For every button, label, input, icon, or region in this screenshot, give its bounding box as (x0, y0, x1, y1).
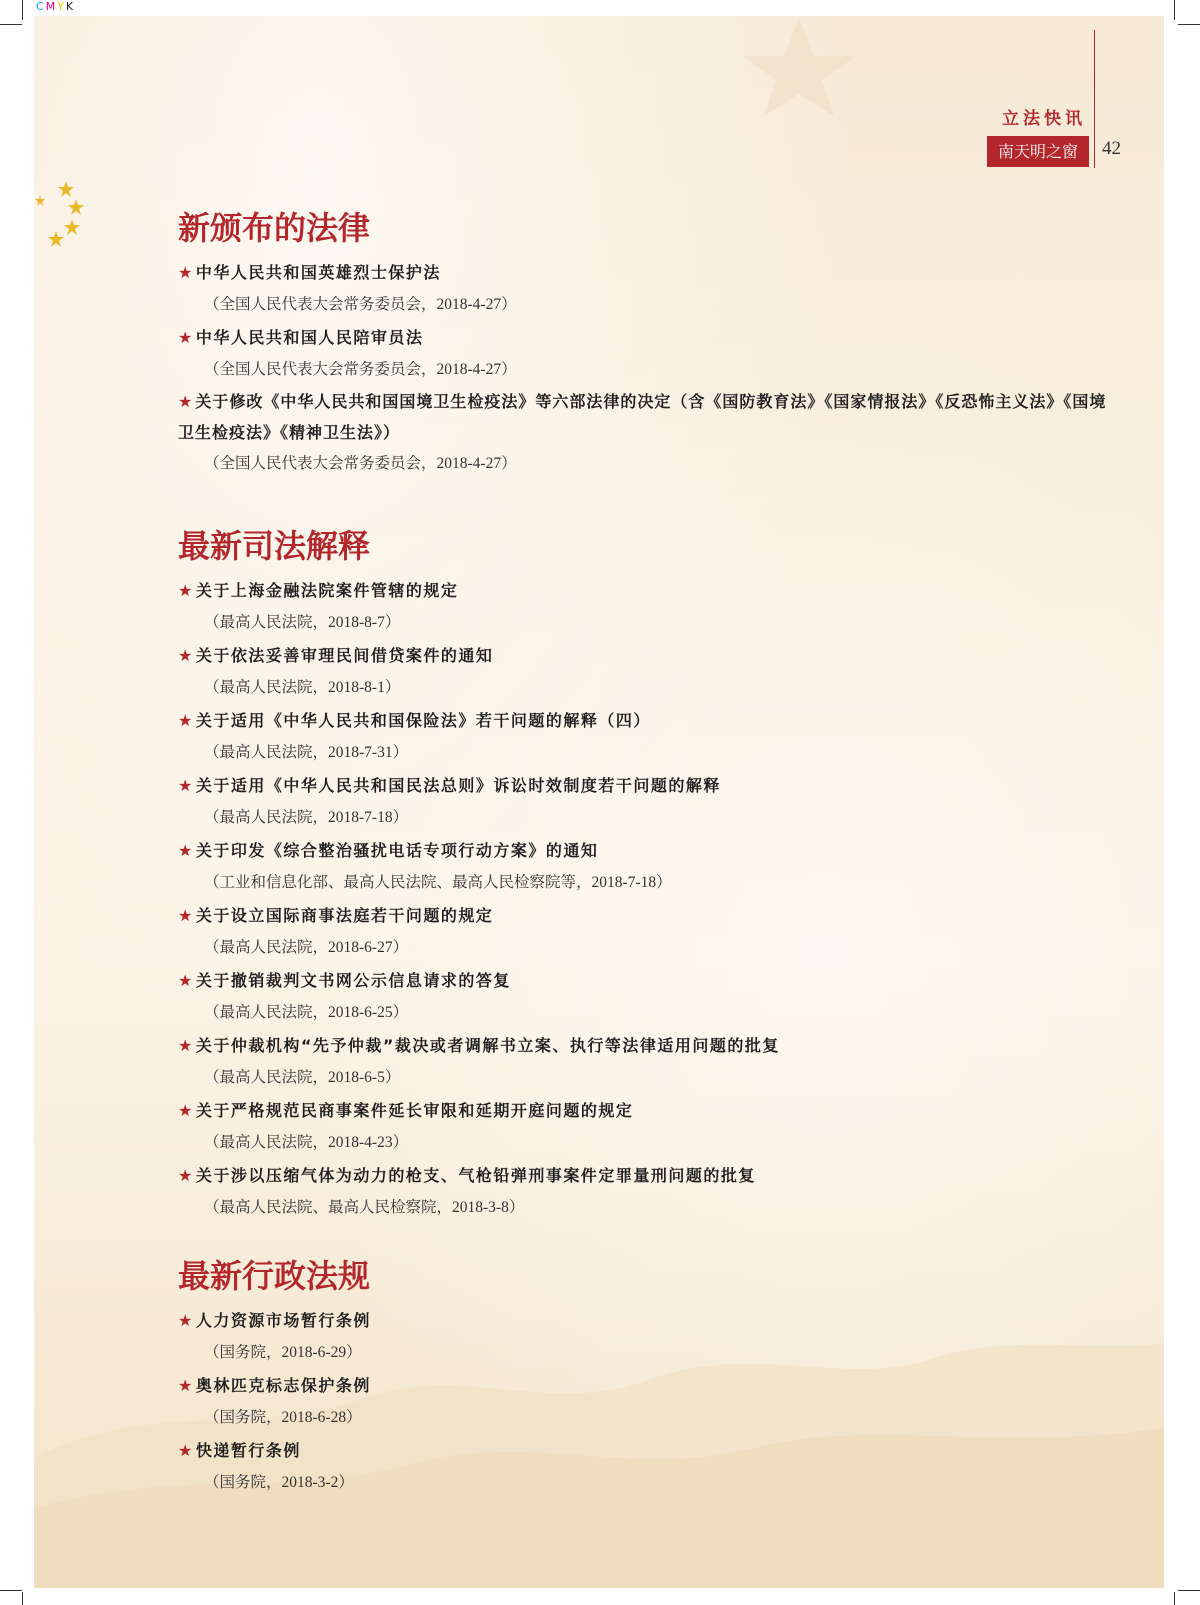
star-icon: ★ (178, 328, 194, 347)
item-source: （全国人民代表大会常务委员会，2018-4-27） (204, 455, 517, 472)
content (178, 206, 1118, 1499)
star-icon: ★ (178, 906, 194, 925)
item-title: 关于依法妥善审理民间借贷案件的通知 (195, 646, 494, 665)
list-item (178, 1159, 1118, 1224)
item-source: （最高人民法院，2018-6-25） (204, 1004, 409, 1021)
header-divider (1094, 30, 1095, 168)
item-title: 快递暂行条例 (195, 1441, 301, 1460)
star-icon: ★ (178, 1441, 194, 1460)
section-title: 最新司法解释 (178, 527, 371, 565)
background-star-icon (734, 16, 864, 116)
star-icon: ★ (178, 263, 194, 282)
crop-mark (22, 0, 23, 20)
crop-mark (1174, 0, 1175, 20)
item-source: （国务院，2018-6-29） (204, 1344, 362, 1361)
item-source: （国务院，2018-6-28） (204, 1409, 362, 1426)
list-item (178, 256, 1118, 321)
star-icon: ★ (178, 1166, 194, 1185)
item-source: （最高人民法院，2018-7-31） (204, 744, 409, 761)
item-source: （最高人民法院，2018-8-7） (204, 614, 401, 631)
star-icon: ★ (178, 1036, 194, 1055)
section-title: 最新行政法规 (178, 1257, 371, 1295)
section-administrative-regulations (178, 1254, 1118, 1499)
column-tag: 南天明之窗 (987, 136, 1089, 167)
section-title: 新颁布的法律 (178, 209, 371, 247)
item-source: （最高人民法院，2018-7-18） (204, 809, 409, 826)
item-title: 中华人民共和国英雄烈士保护法 (195, 263, 441, 282)
star-icon: ★ (178, 971, 194, 990)
column-title: 立法快讯 (1002, 109, 1086, 129)
star-icon: ★ (178, 841, 194, 860)
page (34, 16, 1164, 1588)
item-title: 关于修改《中华人民共和国国境卫生检疫法》等六部法律的决定（含《国防教育法》《国家情报法》《反恐怖主义法》《国境卫生检疫法》《精神卫生法》） (178, 392, 1107, 442)
list-item (178, 1304, 1118, 1369)
item-title: 中华人民共和国人民陪审员法 (195, 328, 424, 347)
item-title: 关于印发《综合整治骚扰电话专项行动方案》的通知 (195, 841, 599, 860)
list-item (178, 321, 1118, 386)
cmyk-m: M (45, 0, 58, 13)
crop-mark (22, 1592, 23, 1605)
crop-mark (0, 1590, 22, 1591)
list-item (178, 1094, 1118, 1159)
star-icon: ★ (178, 581, 194, 600)
section-new-laws (178, 206, 1118, 480)
item-title: 人力资源市场暂行条例 (195, 1311, 371, 1330)
item-title: 关于上海金融法院案件管辖的规定 (195, 581, 459, 600)
item-source: （最高人民法院，2018-8-1） (204, 679, 401, 696)
list-item (178, 834, 1118, 899)
item-title: 关于设立国际商事法庭若干问题的规定 (195, 906, 494, 925)
crop-mark (0, 24, 22, 25)
list-item (178, 574, 1118, 639)
cmyk-c: C (36, 0, 46, 13)
crop-mark (1174, 1592, 1175, 1605)
star-icon: ★ (178, 1376, 194, 1395)
crop-mark (1178, 24, 1200, 25)
list-item (178, 1369, 1118, 1434)
list-item (178, 899, 1118, 964)
item-title: 关于仲裁机构“先予仲裁”裁决或者调解书立案、执行等法律适用问题的批复 (195, 1036, 780, 1055)
star-icon: ★ (178, 392, 194, 411)
item-title: 关于撤销裁判文书网公示信息请求的答复 (195, 971, 511, 990)
cmyk-y: Y (57, 0, 66, 13)
section-judicial-interpretations (178, 524, 1118, 1224)
item-source: （最高人民法院，2018-6-27） (204, 939, 409, 956)
item-source: （全国人民代表大会常务委员会，2018-4-27） (204, 296, 517, 313)
item-source: （工业和信息化部、最高人民法院、最高人民检察院等，2018-7-18） (204, 874, 672, 891)
item-source: （国务院，2018-3-2） (204, 1474, 354, 1491)
star-icon: ★ (178, 1311, 194, 1330)
star-icon: ★ (178, 1101, 194, 1120)
item-source: （全国人民代表大会常务委员会，2018-4-27） (204, 361, 517, 378)
item-title: 关于涉以压缩气体为动力的枪支、气枪铅弹刑事案件定罪量刑问题的批复 (195, 1166, 756, 1185)
decorative-stars-icon (34, 181, 94, 251)
page-number: 42 (1102, 138, 1121, 159)
list-item (178, 964, 1118, 1029)
star-icon: ★ (178, 646, 194, 665)
star-icon: ★ (178, 776, 194, 795)
item-source: （最高人民法院，2018-6-5） (204, 1069, 401, 1086)
star-icon: ★ (178, 711, 194, 730)
item-title: 奥林匹克标志保护条例 (195, 1376, 371, 1395)
item-source: （最高人民法院，2018-4-23） (204, 1134, 409, 1151)
crop-mark (1178, 1590, 1200, 1591)
list-item (178, 704, 1118, 769)
item-title: 关于适用《中华人民共和国保险法》若干问题的解释（四） (195, 711, 651, 730)
list-item (178, 769, 1118, 834)
item-source: （最高人民法院、最高人民检察院，2018-3-8） (204, 1199, 525, 1216)
list-item (178, 386, 1118, 480)
list-item (178, 639, 1118, 704)
item-title: 关于适用《中华人民共和国民法总则》诉讼时效制度若干问题的解释 (195, 776, 721, 795)
cmyk-k: K (65, 0, 76, 13)
cmyk-color-bar (36, 0, 75, 14)
list-item (178, 1434, 1118, 1499)
item-title: 关于严格规范民商事案件延长审限和延期开庭问题的规定 (195, 1101, 634, 1120)
list-item (178, 1029, 1118, 1094)
